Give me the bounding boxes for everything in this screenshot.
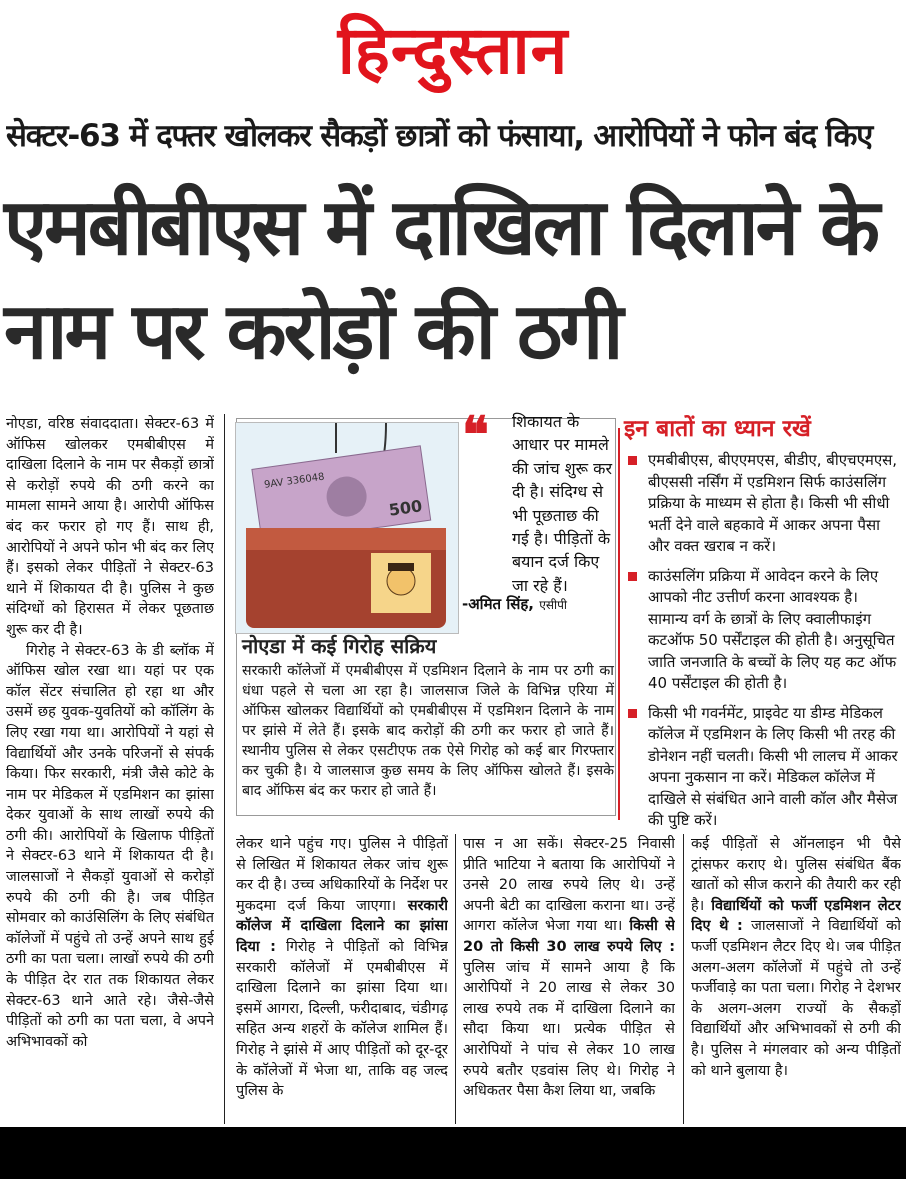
column-divider — [683, 834, 684, 1124]
tips-title: इन बातों का ध्यान रखें — [624, 416, 811, 442]
article-column-4: कई पीड़ितों से ऑनलाइन भी पैसे ट्रांसफर कराए थे। पुलिस संबंधित बैंक खातों को सीज कराने की तैयारी कर रही है। विद्यार्थियों को फर्जी एडमिशन लेटर दिए थे : जालसाजों ने विद्यार्थियों को फर्जी एडमिशन लैटर दिए थे। जब पीड़ित अलग-अलग कॉलेजों में पहुंचे तो उन्हें फर्जीवाड़े का पता चला। गिरोह ने देशभर के अलग-अलग राज्यों के सैकड़ों विद्यार्थियों और अभिभावकों से ठगी की है। पुलिस ने मंगलवार को अन्य पीड़ितों को थाने बुलाया है। — [691, 836, 901, 1079]
article-paragraph: गिरोह ने सेक्टर-63 के डी ब्लॉक में ऑफिस खोल रखा था। यहां पर एक कॉल सेंटर संचालित हो रहा था और उसमें छह युवक-युवतियों को कॉलिंग के लिए रखा गया था। आरोपियों ने यहां से विद्यार्थियों और उनके परिजनों से संपर्क किया। फिर सरकारी, मंत्री जैसे कोटे के नाम पर मेडिकल में एडमिशन का झांसा देकर युवाओं के साथ लाखों रुपये की ठगी की। आरोपियों के खिलाफ पीड़ितों ने सेक्टर-63 थाने में शिकायत दी है। जालसाजों ने सैकड़ों युवाओं से करोड़ों रुपये की ठगी की है। जब पीड़ित सोमवार को काउंसिलिंग के लिए संबंधित कॉलेजों में पहुंचे तो उन्हें अपने साथ हुई ठगी का पता चला। लाखों रुपये की ठगी के पीड़ित देर रात तक शिकायत लेकर सेक्टर-63 थाने आते रहे। जैसे-जैसे पीड़ितों को ठगी का पता चला, वे अपने अभिभावकों को — [6, 642, 214, 1050]
subhead-inline: किसी से 20 तो किसी 30 लाख रुपये लिए : — [463, 918, 675, 955]
note-value: 500 — [387, 496, 424, 520]
note-serial: 9AV 336048 — [263, 471, 326, 491]
column-divider — [455, 834, 456, 1124]
column-divider — [224, 414, 225, 1124]
article-column-3: पास न आ सकें। सेक्टर-25 निवासी प्रीति भाटिया ने बताया कि आरोपियों ने उनसे 20 लाख रुपये लिए थे। उन्हें अपनी बेटी का दाखिला कराना था। उन्हें आगरा कॉलेज भेजा गया था। किसी से 20 तो किसी 30 लाख रुपये लिए : पुलिस जांच में सामने आया है कि आरोपियों ने 20 लाख से लेकर 30 लाख रुपये तक में दाखिला दिलाने का सौदा किया था। प्रत्येक पीड़ित से आरोपियों ने पांच से लेकर 10 लाख रुपये बतौर एडवांस लिए थे। गिरोह ने अधिकतर पैसा कैश लिया था, जबकि — [463, 836, 675, 1100]
sidebar-accent-rule — [618, 428, 620, 820]
article-column-1 — [6, 414, 214, 1126]
article-paragraph: नोएडा, वरिष्ठ संवाददाता। सेक्टर-63 में ऑफिस खोलकर एमबीबीएस में दाखिला दिलाने के नाम पर सैकड़ों छात्रों से करोड़ों रुपये की ठगी करने का मामला सामने आया है। आरोपी ऑफिस बंद कर फरार हो गए हैं। साथ ही, आरोपियों ने अपने फोन भी बंद कर लिए हैं। इसको लेकर पीड़ितों ने सेक्टर-63 थाने में शिकायत दी है। पुलिस ने कुछ संदिग्धों को हिरासत में लेकर पूछताछ शुरू कर दी है। — [6, 416, 214, 638]
main-headline: एमबीबीएस में दाखिला दिलाने के नाम पर करोड़ों की ठगी — [4, 183, 877, 377]
kicker-headline: सेक्टर-63 में दफ्तर खोलकर सैकड़ों छात्रों को फंसाया, आरोपियों ने फोन बंद किए — [6, 118, 873, 154]
quote-author: -अमित सिंह, एसीपी — [462, 595, 568, 613]
quote-mark-icon: ❝ — [462, 405, 489, 464]
bottom-black-bar — [0, 1127, 906, 1179]
subhead-inline: विद्यार्थियों को फर्जी एडमिशन लेटर दिए थे : — [691, 897, 901, 935]
article-column-2: लेकर थाने पहुंच गए। पुलिस ने पीड़ितों से लिखित में शिकायत लेकर जांच शुरू कर दी है। उच्च अधिकारियों के निर्देश पर मुकदमा दर्ज किया जाएगा। सरकारी कॉलेज में दाखिला दिलाने का झांसा दिया : गिरोह ने पीड़ितों को विभिन्न सरकारी कॉलेजों में एमबीबीएस में दाखिला दिलाने का झांसा दिया था। इसमें आगरा, दिल्ली, फरीदाबाद, चंडीगढ़ सहित अन्य शहरों के कॉलेज शामिल हैं। गिरोह ने झांसे में आए पीड़ितों को दूर-दूर के कॉलेजों में भेजा था, ताकि वह जल्द पुलिस के — [236, 836, 448, 1100]
wallet-money-illustration — [235, 422, 459, 634]
bullet-icon — [628, 456, 637, 465]
bullet-icon — [628, 572, 637, 581]
bullet-icon — [628, 709, 637, 718]
subhead-inline: सरकारी कॉलेज में दाखिला दिलाने का झांसा दिया : — [236, 897, 448, 955]
subbox-body: सरकारी कॉलेजों में एमबीबीएस में एडमिशन दिलाने के नाम पर ठगी का धंधा पहले से चला आ रहा है। जालसाज जिले के विभिन्न एरिया में ऑफिस खोलकर विद्यार्थियों को एमबीबीएस में एडमिशन दिलाने के नाम पर झांसे में लेते हैं। इसके बाद करोड़ों की ठगी कर फरार हो जाते हैं। स्थानीय पुलिस से लेकर एसटीएफ तक ऐसे गिरोह को कई बार गिरफ्तार कर चुकी है। ये जालसाज कुछ समय के लिए ऑफिस खोलते हैं। इसके बाद ऑफिस बंद कर फरार हो जाते हैं। — [242, 663, 614, 799]
quote-text: शिकायत के आधार पर मामले की जांच शुरू कर दी है। संदिग्ध से भी पूछताछ की गई है। पीड़ितों के बयान दर्ज किए जा रहे हैं। — [512, 412, 613, 595]
tip-item: किसी भी गवर्नमेंट, प्राइवेट या डीम्ड मेडिकल कॉलेज में एडमिशन के लिए किसी भी तरह की डोनेशन नहीं चलती। किसी भी लालच में आकर अपना नुकसान ना करें। मेडिकल कॉलेज में दाखिले से संबंधित आने वाली कॉल और मैसेज की पुष्टि करें। — [626, 703, 902, 832]
tip-item: एमबीबीएस, बीएएमएस, बीडीए, बीएचएमएस, बीएससी नर्सिंग में एडमिशन सिर्फ काउंसलिंग प्रक्रिया के माध्यम से होता है। किसी भी सीधी भर्ती देने वाले बहकावे में आकर अपना पैसा और वक्त खराब न करें। — [626, 450, 902, 558]
tips-list — [626, 450, 902, 840]
tip-item: काउंसलिंग प्रक्रिया में आवेदन करने के लिए आपको नीट उत्तीर्ण करना आवश्यक है। सामान्य वर्ग के छात्रों के लिए क्वालीफाइंग कटऑफ 50 पर्सेंटाइल की होती है। अनुसूचित जाति जनजाति के बच्चों के लिए यह कट ऑफ 40 पर्सेंटाइल की होती है। — [626, 566, 902, 695]
masthead-logo: हिन्दुस्तान — [337, 11, 569, 89]
wallet-icon — [236, 423, 458, 633]
subbox-title: नोएडा में कई गिरोह सक्रिय — [242, 634, 437, 658]
